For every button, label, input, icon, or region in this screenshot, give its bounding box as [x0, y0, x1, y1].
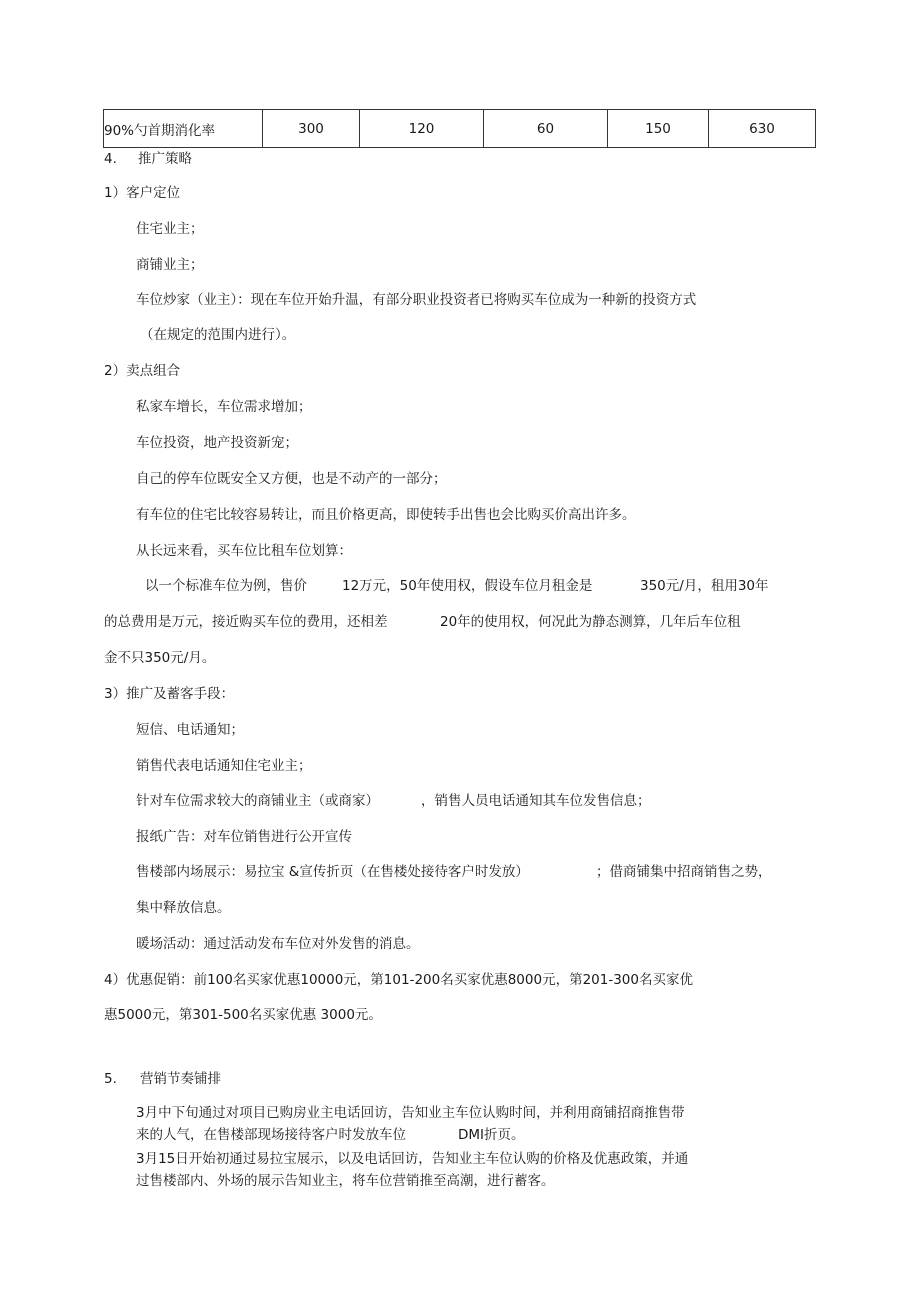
list-item: ，销售人员电话通知其车位发售信息；	[421, 793, 651, 809]
list-item: 售楼部内场展示：易拉宝 &宣传折页（在售楼处接待客户时发放）	[136, 864, 529, 880]
paragraph-line: DMI折页。	[458, 1127, 525, 1143]
list-item: 暖场活动：通过活动发布车位对外发售的消息。	[136, 936, 420, 952]
table-row	[104, 110, 816, 148]
table-cell: 630	[709, 110, 816, 148]
example-text: 12万元，50年使用权，假设车位月租金是	[342, 578, 593, 594]
list-item: 车位炒家（业主）：现在车位开始升温，有部分职业投资者已将购买车位成为一种新的投资方式	[136, 292, 697, 308]
list-item: 车位投资，地产投资新宠；	[136, 435, 298, 451]
list-item: ；借商铺集中招商销售之势，	[596, 864, 772, 880]
subsection-title: 2）卖点组合	[104, 363, 181, 379]
list-item-continuation: 集中释放信息。	[136, 900, 231, 916]
list-item: 报纸广告：对车位销售进行公开宣传	[136, 829, 352, 845]
paragraph-line: 3月中下旬通过对项目已购房业主电话回访，告知业主车位认购时间，并利用商铺招商推售带	[136, 1105, 685, 1121]
section-4-number: 4.	[104, 151, 117, 167]
absorption-rate-table	[103, 109, 816, 148]
section-5-number: 5.	[104, 1071, 117, 1087]
example-text: 以一个标准车位为例，售价	[145, 578, 307, 594]
list-item-continuation: （在规定的范围内进行）。	[140, 327, 296, 343]
subsection-title: 1）客户定位	[104, 185, 181, 201]
list-item: 销售代表电话通知住宅业主；	[136, 758, 312, 774]
list-item: 自己的停车位既安全又方便，也是不动产的一部分；	[136, 471, 447, 487]
paragraph-line: 过售楼部内、外场的展示告知业主，将车位营销推至高潮，进行蓄客。	[136, 1173, 555, 1189]
section-5-heading: 营销节奏铺排	[140, 1071, 221, 1087]
table-cell: 150	[608, 110, 709, 148]
list-item: 商铺业主；	[136, 257, 204, 273]
list-item: 针对车位需求较大的商铺业主（或商家）	[136, 793, 379, 809]
subsection-title: 3）推广及蓄客手段：	[104, 686, 235, 702]
paragraph-line: 来的人气，在售楼部现场接待客户时发放车位	[136, 1127, 406, 1143]
example-text: 20年的使用权，何况此为静态测算，几年后车位租	[440, 614, 741, 630]
paragraph-line: 3月15日开始初通过易拉宝展示，以及电话回访，告知业主车位认购的价格及优惠政策，并通	[136, 1151, 689, 1167]
row-label-cell: 90%勺首期消化率	[104, 110, 263, 148]
list-item: 住宅业主；	[136, 221, 204, 237]
section-4-heading: 推广策略	[138, 151, 192, 167]
example-text: 350元/月，租用30年	[640, 578, 769, 594]
table-cell: 120	[360, 110, 484, 148]
list-item: 短信、电话通知；	[136, 722, 244, 738]
list-item: 从长远来看，买车位比租车位划算：	[136, 543, 352, 559]
example-text: 金不只350元/月。	[104, 650, 216, 666]
table-cell: 300	[263, 110, 360, 148]
table-cell: 60	[484, 110, 608, 148]
promotion-text: 惠5000元，第301-500名买家优惠 3000元。	[104, 1007, 382, 1023]
example-text: 的总费用是万元，接近购买车位的费用，还相差	[104, 614, 388, 630]
list-item: 私家车增长，车位需求增加；	[136, 399, 312, 415]
list-item: 有车位的住宅比较容易转让，而且价格更高，即使转手出售也会比购买价高出许多。	[136, 507, 636, 523]
promotion-text: 4）优惠促销：前100名买家优惠10000元，第101-200名买家优惠8000元，第201-300名买家优	[104, 972, 693, 988]
